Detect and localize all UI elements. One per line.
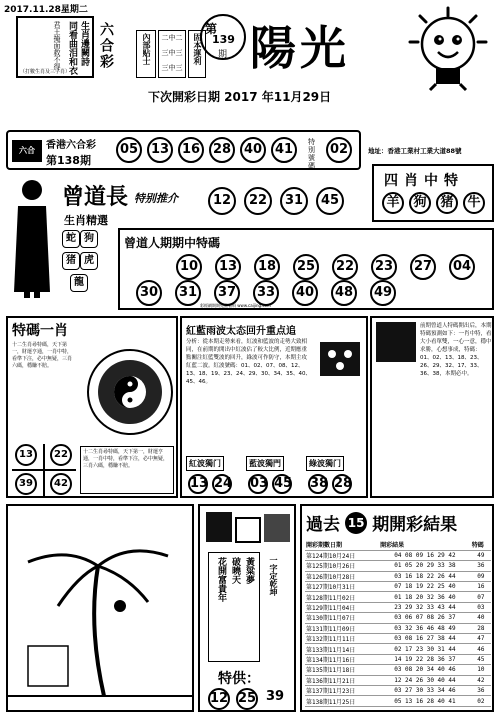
zhi-gong-text: 十二生肖尋特碼，天下第一，財運亨通，一肖中特，看準下注，必中無疑，三肖六碼，穩賺不賠。 (12, 342, 73, 369)
block-c-text: 固本運利 (193, 33, 202, 65)
zeng-period-number: 49 (370, 280, 396, 306)
address: 地址：香港工業村工業大道88號 (368, 147, 462, 155)
table-row (305, 592, 491, 602)
row-special: 03 (471, 602, 491, 612)
col-date: 開彩期數日期 (305, 540, 379, 550)
zeng-period-number: 13 (215, 254, 241, 280)
next-draw-date: 下次開彩日期 2017 年11月29日 (148, 90, 332, 104)
grid-num-3: 39 (15, 473, 37, 495)
row-date: 第130期11月07日 (305, 613, 379, 623)
row-special: 46 (471, 644, 491, 654)
row-numbers: 03 32 36 46 48 49 (379, 623, 471, 633)
result-number: 41 (271, 137, 297, 163)
special-supply-number: 25 (236, 688, 258, 710)
zhi-gong-grid (12, 444, 76, 496)
issue-suffix: 期 (218, 50, 228, 60)
zeng-period-number: 31 (175, 280, 201, 306)
zeng-period-number: 10 (176, 254, 202, 280)
block-a-text: 內部贴士 (142, 33, 151, 65)
logo-liuhecai-text: 六合彩 (98, 22, 114, 70)
row-special: 49 (471, 550, 491, 560)
zeng-period-number: 37 (214, 280, 240, 306)
hongshuang-tag: 藍波獨門 (246, 456, 284, 471)
past-title-pre: 過去 (306, 515, 340, 535)
past-title-post: 期開彩結果 (372, 515, 458, 535)
shengxiao-item: 猪 (62, 252, 80, 270)
zeng-portrait (10, 176, 54, 300)
row-numbers: 03 16 18 22 26 44 (379, 571, 471, 581)
result-label: 香港六合彩 (46, 140, 96, 151)
row-date: 第132期11月11日 (305, 634, 379, 644)
row-special: 36 (471, 561, 491, 571)
bagua-icon (86, 346, 174, 438)
special-supply-number: 39 (264, 688, 286, 710)
hongshuang-number: 13 (188, 474, 208, 494)
result-bar (6, 130, 361, 170)
table-row (305, 665, 491, 675)
palm-tree-icon (8, 506, 192, 710)
past-table-wrap (305, 540, 491, 707)
poem-line2: 破曉天 (230, 557, 240, 584)
block-a (136, 30, 156, 78)
zeng-period-number: 25 (293, 254, 319, 280)
zeng-number: 22 (244, 187, 272, 215)
row-special: 40 (471, 613, 491, 623)
special-number: 02 (326, 137, 352, 163)
shengxiao-item: 虎 (80, 252, 98, 270)
row-numbers: 03 08 16 27 38 44 (379, 634, 471, 644)
zeng-period-footer: 彩經網期期免費看料 www.caijing.com (200, 303, 271, 308)
four-ma-animal: 羊 (382, 192, 404, 214)
row-numbers: 05 13 16 28 40 41 (379, 696, 471, 706)
special-label: 特別號碼 (308, 138, 315, 170)
block-b-3: 三中三 (161, 64, 183, 72)
side-illustration (376, 322, 416, 362)
row-special: 36 (471, 685, 491, 695)
hongshuang-text: 分析：從本期走勢來看，紅波和藍波的走勢大致相同，在前期的開出中紅波佔了較大比例，近期應重點關注紅藍雙波的回升，綠波可作防守，本期主攻紅藍二波。紅波號碼：01、02、07、08、12、13、18、19、23、24、29、30、34、35、40、45、46。 (186, 339, 311, 385)
row-date: 第135期11月18日 (305, 665, 379, 675)
past-results-box (300, 504, 494, 712)
row-date: 第129期11月04日 (305, 602, 379, 612)
block-b (158, 30, 186, 78)
row-special: 45 (471, 654, 491, 664)
row-numbers: 01 05 20 29 33 38 (379, 561, 471, 571)
four-ma-title: 四肖中特 (384, 173, 464, 189)
row-date: 第126期10月28日 (305, 571, 379, 581)
shengxiao-label: 生肖精選 (64, 214, 108, 227)
result-logo: 六合 (12, 140, 42, 162)
poem-box (198, 504, 296, 712)
four-ma-animal: 猪 (436, 192, 458, 214)
four-ma-animal: 狗 (409, 192, 431, 214)
block-b-2: 三中三 (161, 49, 183, 57)
poem-line3: 花開富貴年 (216, 557, 226, 602)
zeng-period-number: 30 (136, 280, 162, 306)
past-title (306, 510, 457, 536)
zeng-period-title: 曾道人期期中特碼 (124, 236, 221, 250)
zeng-period-number: 48 (331, 280, 357, 306)
left-poem-col1: 同看曲泪和衣 (67, 21, 77, 75)
result-number: 28 (209, 137, 235, 163)
zeng-title: 曾道長 (62, 184, 129, 210)
zeng-period-number: 22 (332, 254, 358, 280)
zeng-period-number: 04 (449, 254, 475, 280)
past-count: 15 (345, 512, 367, 534)
zhi-gong-box (6, 316, 178, 498)
row-special: 02 (471, 696, 491, 706)
table-row (305, 644, 491, 654)
row-date: 第137期11月23日 (305, 685, 379, 695)
row-special: 28 (471, 623, 491, 633)
left-poem-small: （打數生肖及三字肖） (20, 69, 71, 75)
row-date: 第125期10月26日 (305, 561, 379, 571)
row-special: 16 (471, 582, 491, 592)
four-ma-box (372, 164, 494, 222)
row-date: 第138期11月25日 (305, 696, 379, 706)
table-row (305, 623, 491, 633)
table-row (305, 696, 491, 706)
table-row (305, 561, 491, 571)
left-poem-box (16, 16, 94, 78)
table-row (305, 634, 491, 644)
page-title: 陽光 (250, 21, 350, 75)
table-row (305, 602, 491, 612)
shengxiao-item: 蛇 (62, 230, 80, 248)
grid-num-4: 42 (50, 473, 72, 495)
issue-date: 2017.11.28星期二 (4, 5, 88, 15)
row-numbers: 23 29 32 33 43 44 (379, 602, 471, 612)
zeng-period-number: 27 (410, 254, 436, 280)
row-numbers: 12 24 26 30 40 44 (379, 675, 471, 685)
hongshuang-number: 38 (308, 474, 328, 494)
side-poem: 一字定乾坤 (269, 556, 278, 596)
zeng-subtitle: 特别推介 (134, 192, 178, 205)
hongshuang-number: 24 (212, 474, 232, 494)
poem-scroll (208, 552, 260, 662)
row-numbers: 03 27 30 33 34 46 (379, 685, 471, 695)
block-b-1: 二中二 (161, 34, 183, 42)
table-row (305, 550, 491, 560)
zeng-period-number: 33 (253, 280, 279, 306)
left-poem-col3: 生肖邊闕詩 (79, 21, 89, 66)
poem-top-icon (204, 510, 294, 546)
table-row (305, 675, 491, 685)
special-supply-number: 12 (208, 688, 230, 710)
row-numbers: 04 08 09 16 29 42 (379, 550, 471, 560)
row-special: 42 (471, 675, 491, 685)
row-date: 第136期11月21日 (305, 675, 379, 685)
zeng-number: 31 (280, 187, 308, 215)
table-row (305, 571, 491, 581)
row-numbers: 03 06 07 08 26 37 (379, 613, 471, 623)
hongshuang-number: 45 (272, 474, 292, 494)
hongshuang-box (180, 316, 368, 498)
issue-badge (200, 14, 246, 60)
hongshuang-number: 03 (248, 474, 268, 494)
past-table (305, 540, 491, 707)
zhi-gong-text2: 十二生肖尋特碼，天下第一，財運亨通，一肖中特，看準下注，必中無疑，三肖六碼，穩賺不賠。 (80, 446, 174, 494)
row-numbers: 02 17 23 30 31 44 (379, 644, 471, 654)
grid-num-1: 13 (15, 444, 37, 466)
row-date: 第124期10月24日 (305, 550, 379, 560)
result-number: 05 (116, 137, 142, 163)
dice-icon (316, 338, 364, 380)
result-number: 40 (240, 137, 266, 163)
grid-hline (12, 469, 76, 471)
side-text-box (370, 316, 494, 498)
shengxiao-item: 狗 (80, 230, 98, 248)
zeng-period-number: 18 (254, 254, 280, 280)
hongshuang-tag: 綠波獨门 (306, 456, 344, 471)
table-row (305, 613, 491, 623)
zhi-gong-title: 特碼一肖 (12, 323, 68, 339)
row-numbers: 07 18 19 22 25 40 (379, 582, 471, 592)
row-special: 07 (471, 592, 491, 602)
zeng-number: 45 (316, 187, 344, 215)
grid-num-2: 22 (50, 444, 72, 466)
mascot-sun-icon (402, 6, 494, 92)
side-text: 前期曾道人特碼開出后，本期特碼預測如下：一肖中特，看大小看單雙，一心一意，穩中求勝，心想事成，特碼：01、02、13、18、23、26、29、32、17、33、36、38，本期必中。 (420, 323, 492, 377)
row-date: 第131期11月09日 (305, 623, 379, 633)
zeng-period-number: 40 (292, 280, 318, 306)
row-numbers: 03 08 20 34 40 46 (379, 665, 471, 675)
logo-liuhecai (96, 22, 134, 72)
row-date: 第127期10月31日 (305, 582, 379, 592)
past-table-header (305, 540, 491, 550)
row-special: 10 (471, 665, 491, 675)
row-special: 47 (471, 634, 491, 644)
row-date: 第133期11月14日 (305, 644, 379, 654)
table-row (305, 654, 491, 664)
col-special: 特碼 (471, 540, 491, 550)
four-ma-animal: 牛 (463, 192, 485, 214)
row-numbers: 01 18 20 32 36 40 (379, 592, 471, 602)
row-date: 第134期11月16日 (305, 654, 379, 664)
row-special: 09 (471, 571, 491, 581)
poem-line1: 黃粱夢 (244, 557, 254, 584)
special-supply-label: 特供： (218, 671, 260, 687)
shengxiao-item: 龍 (70, 274, 88, 292)
issue-label: 第 (205, 22, 218, 36)
hongshuang-title: 紅藍雨波太态回升重点追 (186, 326, 296, 337)
bottom-illustration-box (6, 504, 194, 712)
zeng-period-box (118, 228, 494, 310)
result-number: 16 (178, 137, 204, 163)
zeng-period-number: 23 (371, 254, 397, 280)
row-date: 第128期11月02日 (305, 592, 379, 602)
left-poem-col2: 君王掩面救不得 (53, 21, 61, 70)
table-row (305, 685, 491, 695)
table-row (305, 582, 491, 592)
zeng-number: 12 (208, 187, 236, 215)
hongshuang-number: 28 (332, 474, 352, 494)
result-number: 13 (147, 137, 173, 163)
row-numbers: 14 19 22 28 36 37 (379, 654, 471, 664)
hongshuang-tag: 紅波獨门 (186, 456, 224, 471)
issue-number: 139 (212, 33, 235, 46)
result-issue: 第138期 (46, 154, 91, 167)
col-result: 開彩結果 (379, 540, 471, 550)
